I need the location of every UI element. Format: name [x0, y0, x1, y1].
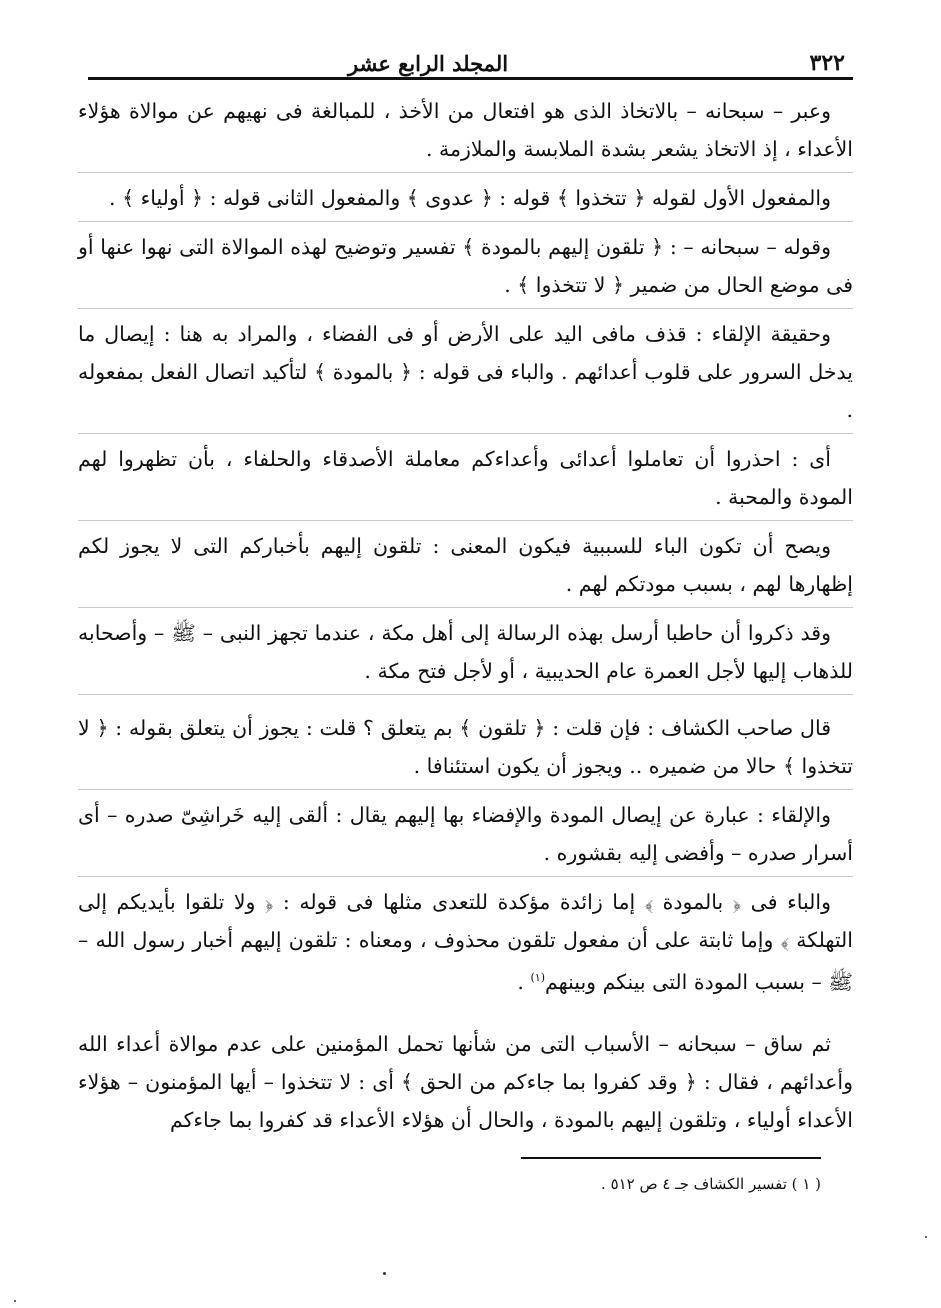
header-rule — [88, 77, 853, 80]
paragraph-8: قال صاحب الكشاف : فإن قلت : ﴿ تلقون ﴾ بم يتعلق ؟ قلت : يجوز أن يتعلق بقوله : ﴿ لا تتخذوا ﴾ حالا من ضميره .. ويجوز أن يكون استئنافا . — [78, 709, 853, 790]
scan-speck — [925, 1236, 927, 1238]
paragraph-10-end: . — [517, 969, 531, 994]
paragraph-7: وقد ذكروا أن حاطبا أرسل بهذه الرسالة إلى أهل مكة ، عندما تجهز النبى – ﷺ – وأصحابه للذهاب إليها لأجل العمرة عام الحديبية ، أو لأجل فتح مكة . — [78, 614, 853, 695]
paragraph-10-text: والباء فى ﴿ بالمودة ﴾ إما زائدة مؤكدة للتعدى مثلها فى قوله : ﴿ ولا تلقوا بأيديكم إلى التهلكة ﴾ وإما ثابتة على أن مفعول تلقون محذوف ، ومعناه : تلقون إليهم أخبار رسول الله – ﷺ – بسبب المودة التى بينكم وبينهم — [78, 890, 853, 994]
paragraph-9: والإلقاء : عبارة عن إيصال المودة والإفضاء بها إليهم يقال : ألقى إليه خَراشِىّ صدره – أى أسرار صدره – وأفضى إليه بقشوره . — [78, 796, 853, 877]
paragraph-2: والمفعول الأول لقوله ﴿ تتخذوا ﴾ قوله : ﴿ عدوى ﴾ والمفعول الثانى قوله : ﴿ أولياء ﴾ . — [78, 179, 853, 222]
footnote: ( ١ ) تفسير الكشاف جـ ٤ ص ٥١٢ . — [601, 1175, 821, 1193]
scan-speck — [14, 1300, 16, 1302]
paragraph-3: وقوله – سبحانه – : ﴿ تلقون إليهم بالمودة ﴾ تفسير وتوضيح لهذه الموالاة التى نهوا عنها أو فى موضع الحال من ضمير ﴿ لا تتخذوا ﴾ . — [78, 228, 853, 309]
paragraph-10 — [78, 883, 853, 1005]
footnote-marker: (١) — [530, 971, 545, 984]
footnote-rule — [521, 1157, 821, 1159]
body-text — [78, 92, 853, 1149]
volume-title: المجلد الرابع عشر — [348, 51, 509, 76]
paragraph-5: أى : احذروا أن تعاملوا أعدائى وأعداءكم معاملة الأصدقاء والحلفاء ، بأن تظهروا لهم المودة والمحبة . — [78, 440, 853, 521]
paragraph-11: ثم ساق – سبحانه – الأسباب التى من شأنها تحمل المؤمنين على عدم موالاة أعداء الله وأعدائهم ، فقال : ﴿ وقد كفروا بما جاءكم من الحق ﴾ أى : لا تتخذوا – أيها المؤمنون – هؤلاء الأعداء أولياء ، وتلقون إليهم بالمودة ، والحال أن هؤلاء الأعداء قد كفروا بما جاءكم — [78, 1031, 853, 1132]
paragraph-4: وحقيقة الإلقاء : قذف مافى اليد على الأرض أو فى الفضاء ، والمراد به هنا : إيصال ما يدخل السرور على قلوب أعدائهم . والباء فى قوله : ﴿ بالمودة ﴾ لتأكيد اتصال الفعل بمفعوله . — [78, 315, 853, 434]
scan-speck — [383, 1272, 386, 1275]
paragraph-6: ويصح أن تكون الباء للسببية فيكون المعنى : تلقون إليهم بأخباركم التى لا يجوز لكم إظهارها لهم ، بسبب مودتكم لهم . — [78, 527, 853, 608]
running-head — [88, 40, 853, 76]
page-number: ٣٢٢ — [809, 50, 845, 76]
paragraph-1: وعبر – سبحانه – بالاتخاذ الذى هو افتعال من الأخذ ، للمبالغة فى نهيهم عن موالاة هؤلاء الأعداء ، إذ الاتخاذ يشعر بشدة الملابسة والملازمة . — [78, 92, 853, 173]
